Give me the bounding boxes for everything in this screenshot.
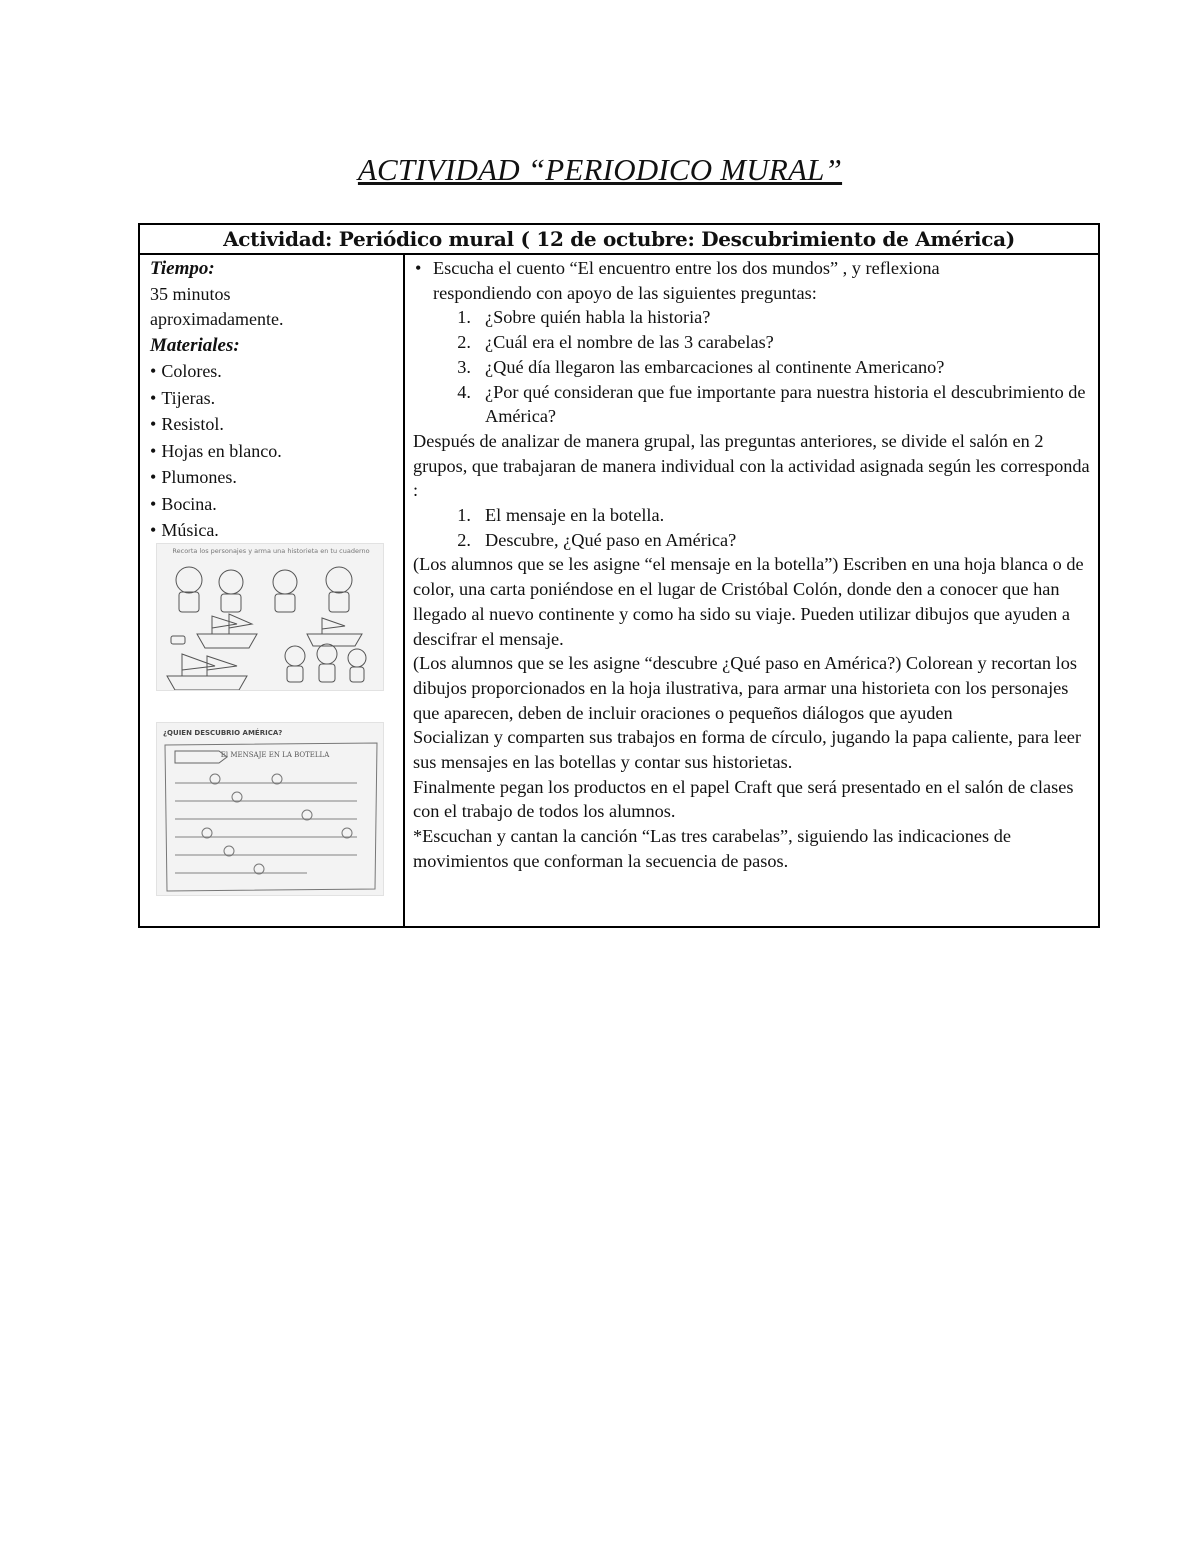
activity-table [138,223,1100,928]
tiempo-value-line-1: 35 minutos [150,283,231,304]
intro-bullet [413,256,1093,305]
option-text: Descubre, ¿Qué paso en América? [485,529,737,550]
material-item: • Bocina. [150,491,400,518]
table-header: Actividad: Periódico mural ( 12 de octubre: Descubrimiento de América) [140,225,1098,255]
intro-line-1: • Escucha el cuento “El encuentro entre los dos mundos” , y reflexiona [433,258,940,278]
question-number: 1. [457,307,471,328]
question-text: ¿Cuál era el nombre de las 3 carabelas? [485,332,774,353]
question-text: ¿Por qué consideran que fue importante para nuestra historia el descubrimiento de América? [485,381,1086,427]
option-item [413,503,1093,528]
column-divider [403,255,405,926]
paragraph-bottle: (Los alumnos que se les asigne “el mensaje en la botella”) Escriben en una hoja blanca o de color, una carta poniéndose en el lugar de Cristóbal Colón, donde den a conocer que han llegado al nuevo continente y como ha sido su viaje. Pueden utilizar dibujos que ayuden a descifrar el mensaje. [413,554,1084,649]
message-in-bottle-illustration [157,723,384,896]
paragraph-discover: (Los alumnos que se les asigne “descubre ¿Qué paso en América?) Colorean y recortan los dibujos proporcionados en la hoja ilustrativa, para armar una historieta con los personajes que aparecen, deben de incluir oraciones o pequeños diálogos que ayuden [413,653,1077,723]
question-number: 3. [457,356,471,377]
material-item: • Música. [150,517,400,544]
option-number: 1. [457,505,471,526]
question-number: 2. [457,332,471,353]
image2-caption: ¿QUIEN DESCUBRIO AMÉRICA? [163,729,283,737]
material-item: • Tijeras. [150,385,400,412]
intro-line-2: respondiendo con apoyo de las siguientes preguntas: [433,282,817,303]
question-item [413,305,1093,330]
question-item [413,330,1093,355]
options-list [413,503,1093,552]
right-column [413,256,1093,874]
image1-caption: Recorta los personajes y arma una historieta en tu cuaderno [172,547,370,555]
question-item [413,380,1093,429]
image2-subtitle: El MENSAJE EN LA BOTELLA [220,751,330,759]
option-text: El mensaje en la botella. [485,505,665,526]
left-column [150,256,400,544]
tiempo-label: Tiempo: [150,258,215,279]
question-number: 4. [457,381,471,402]
tiempo-value-line-2: aproximadamente. [150,309,284,329]
materiales-label: Materiales: [150,334,240,356]
paragraph-finally: Finalmente pegan los productos en el papel Craft que será presentado en el salón de clases con el trabajo de todos los alumnos. [413,776,1074,822]
option-item [413,528,1093,553]
question-item [413,355,1093,380]
material-item: • Colores. [150,358,400,385]
paragraph-analysis: Después de analizar de manera grupal, las preguntas anteriores, se divide el salón en 2 grupos, que trabajaran de manera individual con la actividad asignada según les corresponda : [413,430,1090,501]
paragraph-socialize: Socializan y comparten sus trabajos en forma de círculo, jugando la papa caliente, para leer sus mensajes en las botellas y contar sus historietas. [413,727,1081,773]
characters-ships-illustration [157,544,384,691]
questions-list [413,305,1093,429]
worksheet-characters-image [156,543,384,691]
page-title: ACTIVIDAD “PERIODICO MURAL” [357,152,843,187]
material-item: • Hojas en blanco. [150,438,400,465]
question-text: ¿Sobre quién habla la historia? [485,307,711,328]
paragraph-song: *Escuchan y cantan la canción “Las tres carabelas”, siguiendo las indicaciones de movimientos que conforman la secuencia de pasos. [413,826,1011,871]
material-item: • Plumones. [150,464,400,491]
question-text: ¿Qué día llegaron las embarcaciones al continente Americano? [485,356,945,377]
materials-list [150,358,400,544]
material-item: • Resistol. [150,411,400,438]
worksheet-bottle-image [156,722,384,896]
option-number: 2. [457,529,471,550]
